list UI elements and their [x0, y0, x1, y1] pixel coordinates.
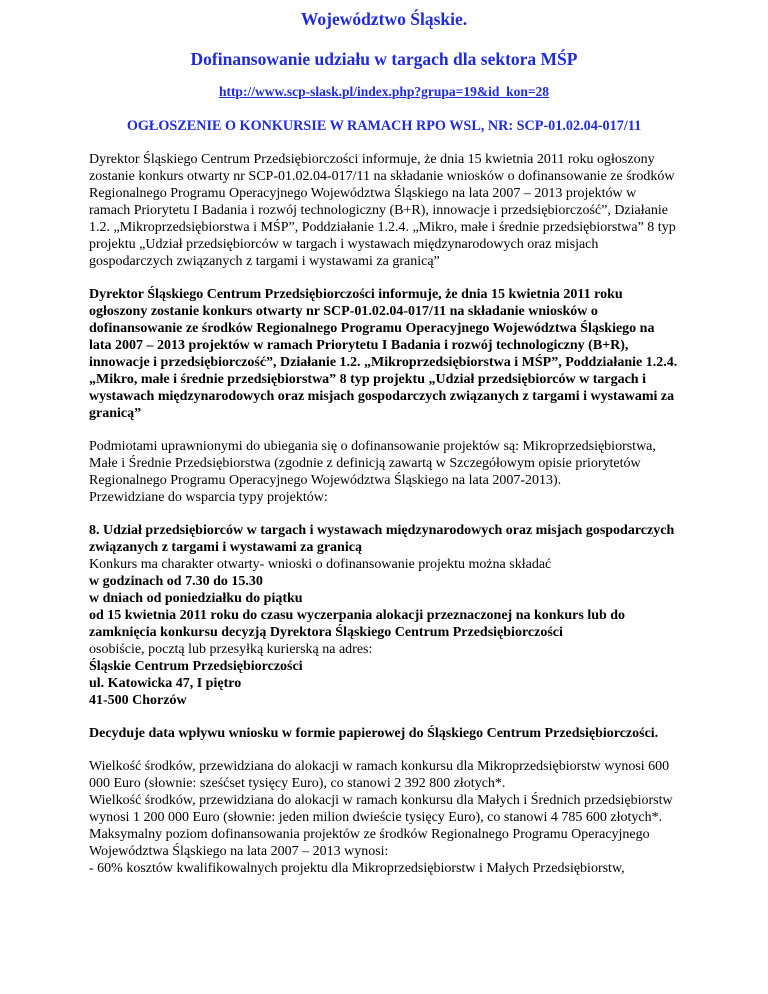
project-types-label: Przewidziane do wsparcia typy projektów: [89, 490, 328, 505]
submission-text: Konkurs ma charakter otwarty- wnioski o dofinansowanie projektu można składać [89, 557, 552, 572]
submission-days: w dniach od poniedziałku do piątku [89, 591, 303, 606]
project-type-heading: 8. Udział przedsiębiorców w targach i wystawach międzynarodowych oraz misjach gospodarczych związanych z targami i wystawami za granicą [89, 523, 675, 555]
receipt-date-note: Decyduje data wpływu wniosku w formie papierowej do Śląskiego Centrum Przedsiębiorczości. [89, 726, 659, 741]
address-line-2: ul. Katowicka 47, I piętro [89, 676, 242, 691]
submission-paragraph [89, 522, 679, 709]
funding-micro: Wielkość środków, przewidziana do alokacji w ramach konkursu dla Mikroprzedsiębiorstw wynosi 600 000 Euro (słownie: sześćset tysięcy Euro), co stanowi 2 392 800 złotych*. [89, 759, 670, 791]
address-line-1: Śląskie Centrum Przedsiębiorczości [89, 659, 303, 674]
funding-paragraph [89, 758, 679, 877]
funding-small-medium: Wielkość środków, przewidziana do alokacji w ramach konkursu dla Małych i Średnich przedsiębiorstw wynosi 1 200 000 Euro (słownie: jeden milion dwieście tysięcy Euro), co stanowi 4 785 600 złotych*. [89, 793, 673, 825]
intro-paragraph-bold: Dyrektor Śląskiego Centrum Przedsiębiorczości informuje, że dnia 15 kwietnia 2011 roku ogłoszony zostanie konkurs otwarty nr SCP-01.02.04-017/11 na składanie wniosków o dofinansowanie ze środków Regionalnego Programu Operacyjnego Województwa Śląskiego na lata 2007 – 2013 projektów w ramach Priorytetu I Badania i rozwój technologiczny (B+R), innowacje i przedsiębiorczość”, Działanie 1.2. „Mikroprzedsiębiorstwa i MŚP”, Poddziałanie 1.2.4. „Mikro, małe i średnie przedsiębiorstwa” 8 typ projektu „Udział przedsiębiorców w targach i wystawach międzynarodowych oraz misjach gospodarczych związanych z targami i wystawami za granicą” [89, 287, 678, 421]
address-line-3: 41-500 Chorzów [89, 693, 187, 708]
intro-paragraph: Dyrektor Śląskiego Centrum Przedsiębiorczości informuje, że dnia 15 kwietnia 2011 roku ogłoszony zostanie konkurs otwarty nr SCP-01.02.04-017/11 na składanie wniosków o dofinansowanie ze środków Regionalnego Programu Operacyjnego Województwa Śląskiego na lata 2007 – 2013 projektów w ramach Priorytetu I Badania i rozwój technologiczny (B+R), innowacje i przedsiębiorczość”, Działanie 1.2. „Mikroprzedsiębiorstwa i MŚP”, Poddziałanie 1.2.4. „Mikro, małe i średnie przedsiębiorstwa” 8 typ projektu „Udział przedsiębiorców w targach i wystawach międzynarodowych oraz misjach gospodarczych związanych z targami i wystawami za granicą” [89, 152, 676, 269]
submission-hours: w godzinach od 7.30 do 15.30 [89, 574, 263, 589]
max-funding-level: Maksymalny poziom dofinansowania projektów ze środków Regionalnego Programu Operacyjnego Województwa Śląskiego na lata 2007 – 2013 wynosi: [89, 827, 650, 859]
document-title: Województwo Śląskie. [300, 9, 468, 29]
submission-method: osobiście, pocztą lub przesyłką kurierską na adres: [89, 642, 373, 657]
eligibility-text: Podmiotami uprawnionymi do ubiegania się o dofinansowanie projektów są: Mikroprzedsiębiorstwa, Małe i Średnie Przedsiębiorstwa (zgodnie z definicją zawartą w Szczegółowym opisie priorytetów Regionalnego Programu Operacyjnego Województwa Śląskiego na lata 2007-2013). [89, 439, 656, 488]
submission-period: od 15 kwietnia 2011 roku do czasu wyczerpania alokacji przeznaczonej na konkurs lub do zamknięcia konkursu decyzją Dyrektora Śląskiego Centrum Przedsiębiorczości [89, 608, 626, 640]
announcement-heading: OGŁOSZENIE O KONKURSIE W RAMACH RPO WSL, NR: SCP-01.02.04-017/11 [126, 118, 642, 134]
source-link[interactable]: http://www.scp-slask.pl/index.php?grupa=19&id_kon=28 [218, 84, 550, 99]
document-subtitle: Dofinansowanie udziału w targach dla sektora MŚP [190, 49, 578, 69]
funding-rate-item: - 60% kosztów kwalifikowalnych projektu dla Mikroprzedsiębiorstw i Małych Przedsiębiorstw, [89, 861, 625, 876]
eligibility-paragraph [89, 438, 679, 506]
